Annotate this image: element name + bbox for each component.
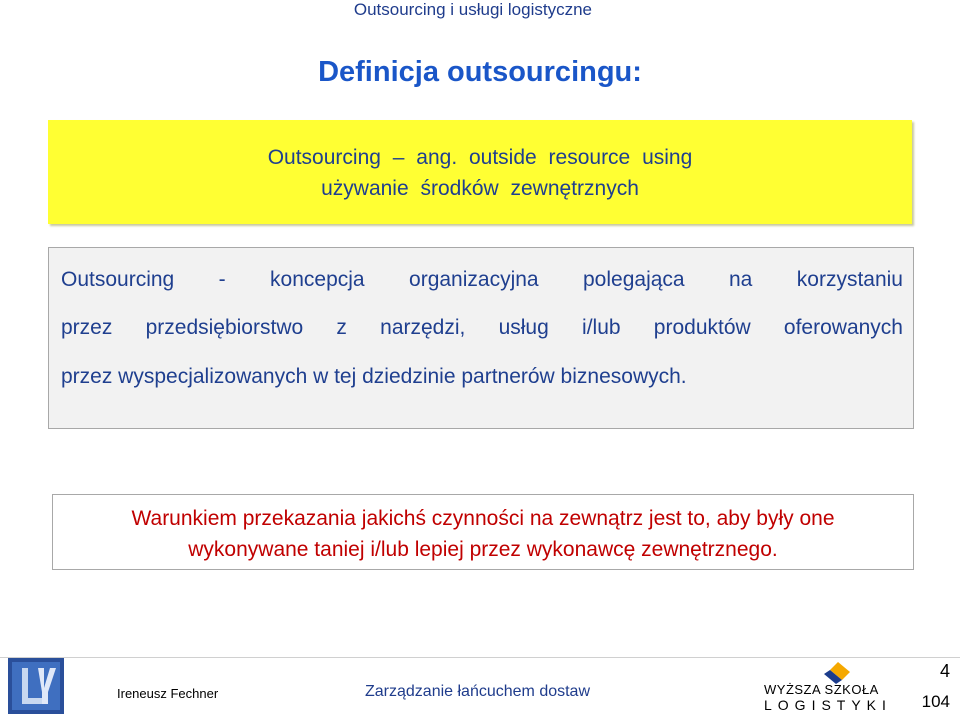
definition-line-1: Outsourcing – ang. outside resource using — [267, 146, 693, 169]
definition-box — [48, 120, 912, 224]
condition-line-2: wykonywane taniej i/lub lepiej przez wykonawcę zewnętrznego. — [188, 538, 778, 561]
page-number: 104 — [921, 692, 950, 711]
condition-line-1: Warunkiem przekazania jakichś czynności na zewnątrz jest to, aby były one — [131, 507, 835, 530]
section-number: 4 — [939, 661, 950, 681]
concept-line-2: przez przedsiębiorstwo z narzędzi, usług i/lub produktów oferowanych — [61, 316, 903, 339]
author-name: Ireneusz Fechner — [117, 686, 219, 701]
school-name-line-1: WYŻSZA SZKOŁA — [764, 682, 879, 697]
course-title: Outsourcing i usługi logistyczne — [353, 0, 592, 19]
slide-title: Definicja outsourcingu: — [318, 56, 642, 88]
footer-course: Zarządzanie łańcuchem dostaw — [365, 683, 591, 700]
school-emblem-icon — [8, 658, 64, 714]
definition-line-2: używanie środków zewnętrznych — [321, 177, 639, 200]
school-name-line-2: LOGISTYKI — [764, 697, 892, 713]
concept-line-3: przez wyspecjalizowanych w tej dziedzinie partnerów biznesowych. — [61, 365, 687, 388]
concept-line-1: Outsourcing - koncepcja organizacyjna polegająca na korzystaniu — [61, 268, 903, 291]
header — [0, 0, 960, 22]
condition-box — [52, 494, 914, 570]
concept-box — [48, 247, 914, 429]
